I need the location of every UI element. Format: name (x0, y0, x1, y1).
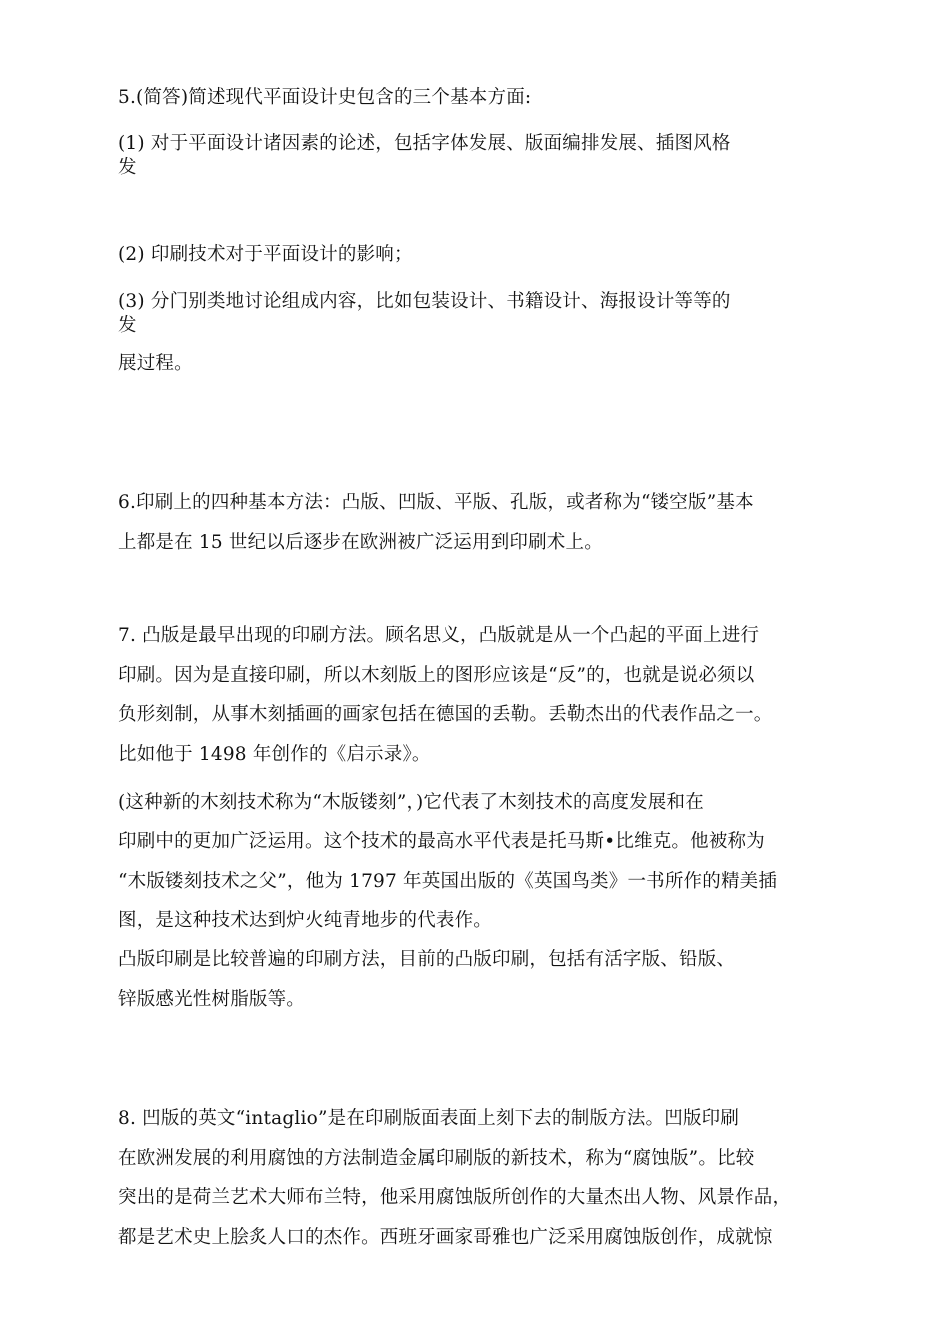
paragraph-7b-line-1: (这种新的木刻技术称为“木版镂刻”，)它代表了木刻技术的高度发展和在 (118, 792, 704, 813)
q5-point-1-cont: 发 (118, 157, 137, 178)
paragraph-8-line-2: 在欧洲发展的利用腐蚀的方法制造金属印刷版的新技术，称为“腐蚀版”。比较 (118, 1148, 755, 1169)
question-5-heading: 5.(简答)简述现代平面设计史包含的三个基本方面: (118, 87, 532, 108)
paragraph-6-line-1: 6.印刷上的四种基本方法：凸版、凹版、平版、孔版，或者称为“镂空版”基本 (118, 492, 754, 513)
paragraph-7-line-4: 比如他于 1498 年创作的《启示录》。 (118, 744, 431, 765)
paragraph-7-line-1: 7. 凸版是最早出现的印刷方法。顾名思义，凸版就是从一个凸起的平面上进行 (118, 625, 760, 646)
paragraph-7c-line-1: 凸版印刷是比较普遍的印刷方法，目前的凸版印刷，包括有活字版、铅版、 (118, 949, 736, 970)
paragraph-7-line-3: 负形刻制，从事木刻插画的画家包括在德国的丢勒。丢勒杰出的代表作品之一。 (118, 704, 773, 725)
paragraph-6-line-2: 上都是在 15 世纪以后逐步在欧洲被广泛运用到印刷术上。 (118, 532, 603, 553)
paragraph-8-line-4: 都是艺术史上脍炙人口的杰作。西班牙画家哥雅也广泛采用腐蚀版创作，成就惊 (118, 1227, 773, 1248)
paragraph-7c-line-2: 锌版感光性树脂版等。 (118, 989, 306, 1010)
q5-point-2: (2) 印刷技术对于平面设计的影响； (118, 244, 413, 265)
paragraph-7-line-2: 印刷。因为是直接印刷，所以木刻版上的图形应该是“反”的，也就是说必须以 (118, 665, 755, 686)
paragraph-7b-line-3: “木版镂刻技术之父”，他为 1797 年英国出版的《英国鸟类》一书所作的精美插 (118, 871, 778, 892)
paragraph-7b-line-4: 图，是这种技术达到炉火纯青地步的代表作。 (118, 910, 493, 931)
q5-point-3: (3) 分门别类地讨论组成内容，比如包装设计、书籍设计、海报设计等等的 (118, 291, 731, 312)
q5-point-3-cont: 发 (118, 315, 137, 336)
paragraph-7b-line-2: 印刷中的更加广泛运用。这个技术的最高水平代表是托马斯•比维克。他被称为 (118, 831, 765, 852)
paragraph-8-line-1: 8. 凹版的英文“intaglio”是在印刷版面表面上刻下去的制版方法。凹版印刷 (118, 1108, 740, 1129)
q5-point-3-end: 展过程。 (118, 353, 193, 374)
q5-point-1: (1) 对于平面设计诸因素的论述，包括字体发展、版面编排发展、插图风格 (118, 133, 731, 154)
paragraph-8-line-3: 突出的是荷兰艺术大师布兰特，他采用腐蚀版所创作的大量杰出人物、风景作品， (118, 1187, 792, 1208)
